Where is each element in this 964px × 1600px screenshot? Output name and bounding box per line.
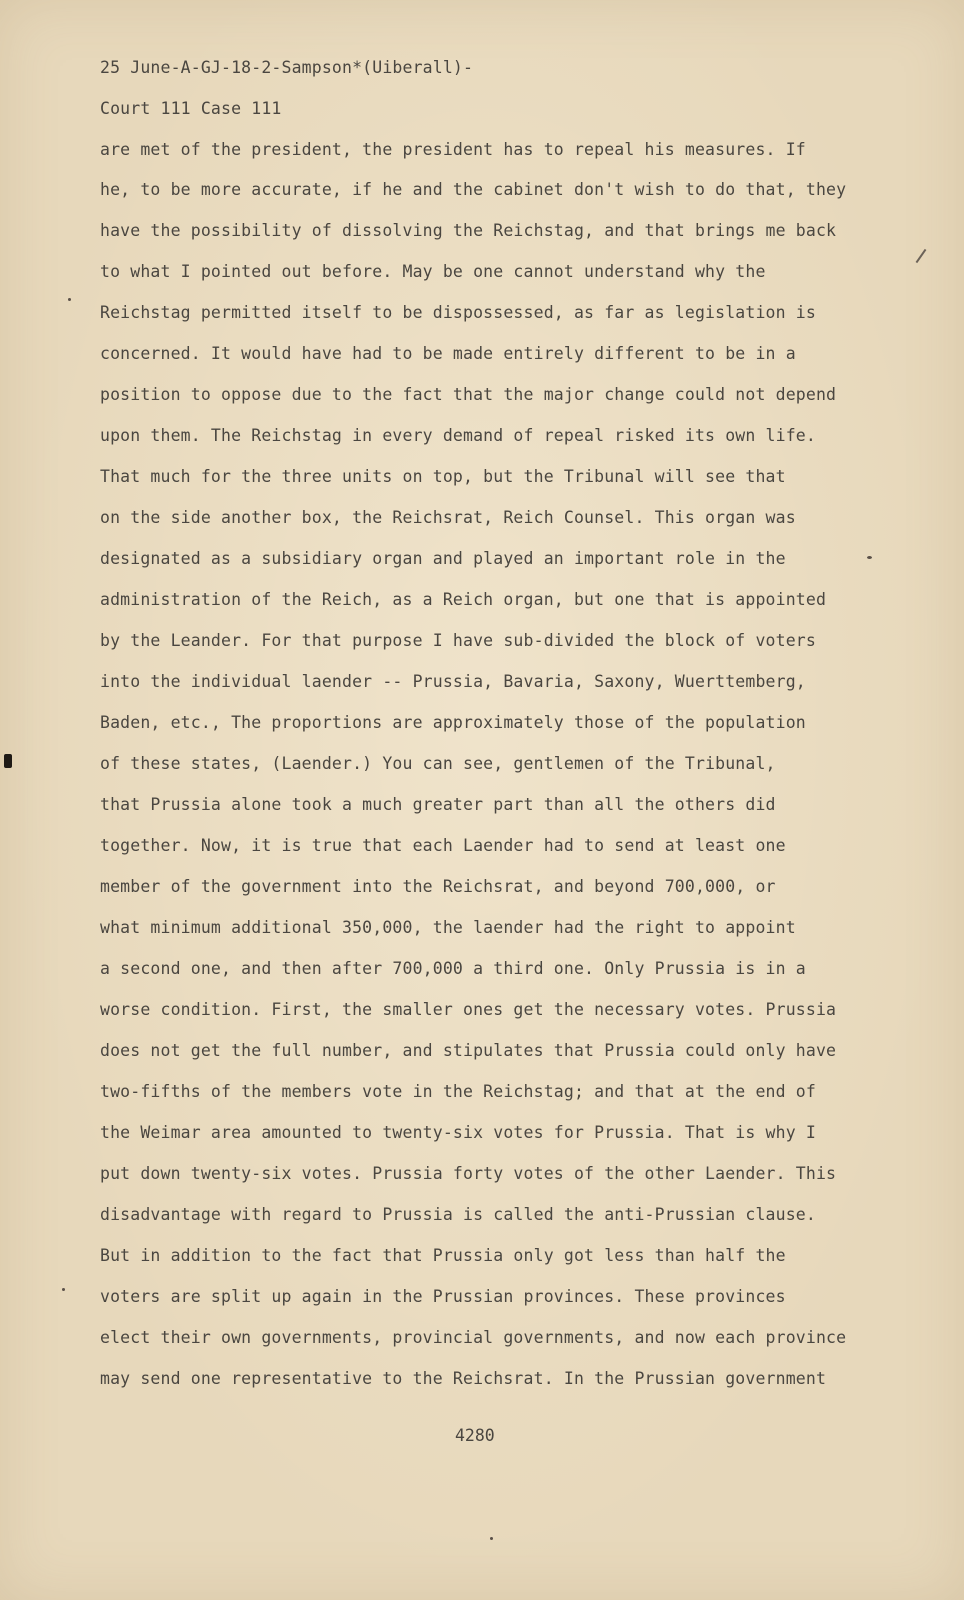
body-line: member of the government into the Reichsrat, and beyond 700,000, or xyxy=(100,877,776,896)
body-line: have the possibility of dissolving the Reichstag, and that brings me back xyxy=(100,221,837,240)
document-reference: 25 June-A-GJ-18-2-Sampson*(Uiberall)- xyxy=(100,58,474,77)
body-line: what minimum additional 350,000, the laender had the right to appoint xyxy=(100,918,796,937)
body-line: does not get the full number, and stipulates that Prussia could only have xyxy=(100,1041,837,1060)
margin-pencil-mark xyxy=(916,249,927,263)
body-line: position to oppose due to the fact that the major change could not depend xyxy=(100,385,837,404)
body-line: to what I pointed out before. May be one cannot understand why the xyxy=(100,262,766,281)
body-line: may send one representative to the Reichsrat. In the Prussian government xyxy=(100,1369,827,1388)
ink-speck xyxy=(62,1288,65,1291)
body-line: designated as a subsidiary organ and played an important role in the xyxy=(100,549,786,568)
body-line: Baden, etc., The proportions are approximately those of the population xyxy=(100,713,806,732)
body-line: on the side another box, the Reichsrat, Reich Counsel. This organ was xyxy=(100,508,796,527)
body-line: upon them. The Reichstag in every demand of repeal risked its own life. xyxy=(100,426,816,445)
body-line: elect their own governments, provincial governments, and now each province xyxy=(100,1328,847,1347)
binding-mark xyxy=(4,754,12,768)
body-line: disadvantage with regard to Prussia is called the anti-Prussian clause. xyxy=(100,1205,816,1224)
court-case-line: Court 111 Case 111 xyxy=(100,99,282,118)
ink-speck xyxy=(867,556,872,559)
body-line: voters are split up again in the Prussian provinces. These provinces xyxy=(100,1287,786,1306)
body-line: of these states, (Laender.) You can see, gentlemen of the Tribunal, xyxy=(100,754,776,773)
body-line: But in addition to the fact that Prussia only got less than half the xyxy=(100,1246,786,1265)
body-line: worse condition. First, the smaller ones get the necessary votes. Prussia xyxy=(100,1000,837,1019)
body-line: into the individual laender -- Prussia, Bavaria, Saxony, Wuerttemberg, xyxy=(100,672,806,691)
body-line: that Prussia alone took a much greater part than all the others did xyxy=(100,795,776,814)
ink-speck xyxy=(68,298,71,301)
body-line: concerned. It would have had to be made entirely different to be in a xyxy=(100,344,796,363)
body-line: the Weimar area amounted to twenty-six votes for Prussia. That is why I xyxy=(100,1123,816,1142)
body-line: are met of the president, the president has to repeal his measures. If xyxy=(100,140,806,159)
body-line: administration of the Reich, as a Reich organ, but one that is appointed xyxy=(100,590,827,609)
ink-speck xyxy=(490,1537,493,1540)
body-line: by the Leander. For that purpose I have sub-divided the block of voters xyxy=(100,631,816,650)
body-line: That much for the three units on top, but the Tribunal will see that xyxy=(100,467,786,486)
body-line: Reichstag permitted itself to be dispossessed, as far as legislation is xyxy=(100,303,816,322)
page-number: 4280 xyxy=(455,1426,495,1445)
body-line: he, to be more accurate, if he and the cabinet don't wish to do that, they xyxy=(100,180,847,199)
body-line: a second one, and then after 700,000 a third one. Only Prussia is in a xyxy=(100,959,806,978)
body-line: together. Now, it is true that each Laender had to send at least one xyxy=(100,836,786,855)
body-line: two-fifths of the members vote in the Reichstag; and that at the end of xyxy=(100,1082,816,1101)
body-line: put down twenty-six votes. Prussia forty votes of the other Laender. This xyxy=(100,1164,837,1183)
